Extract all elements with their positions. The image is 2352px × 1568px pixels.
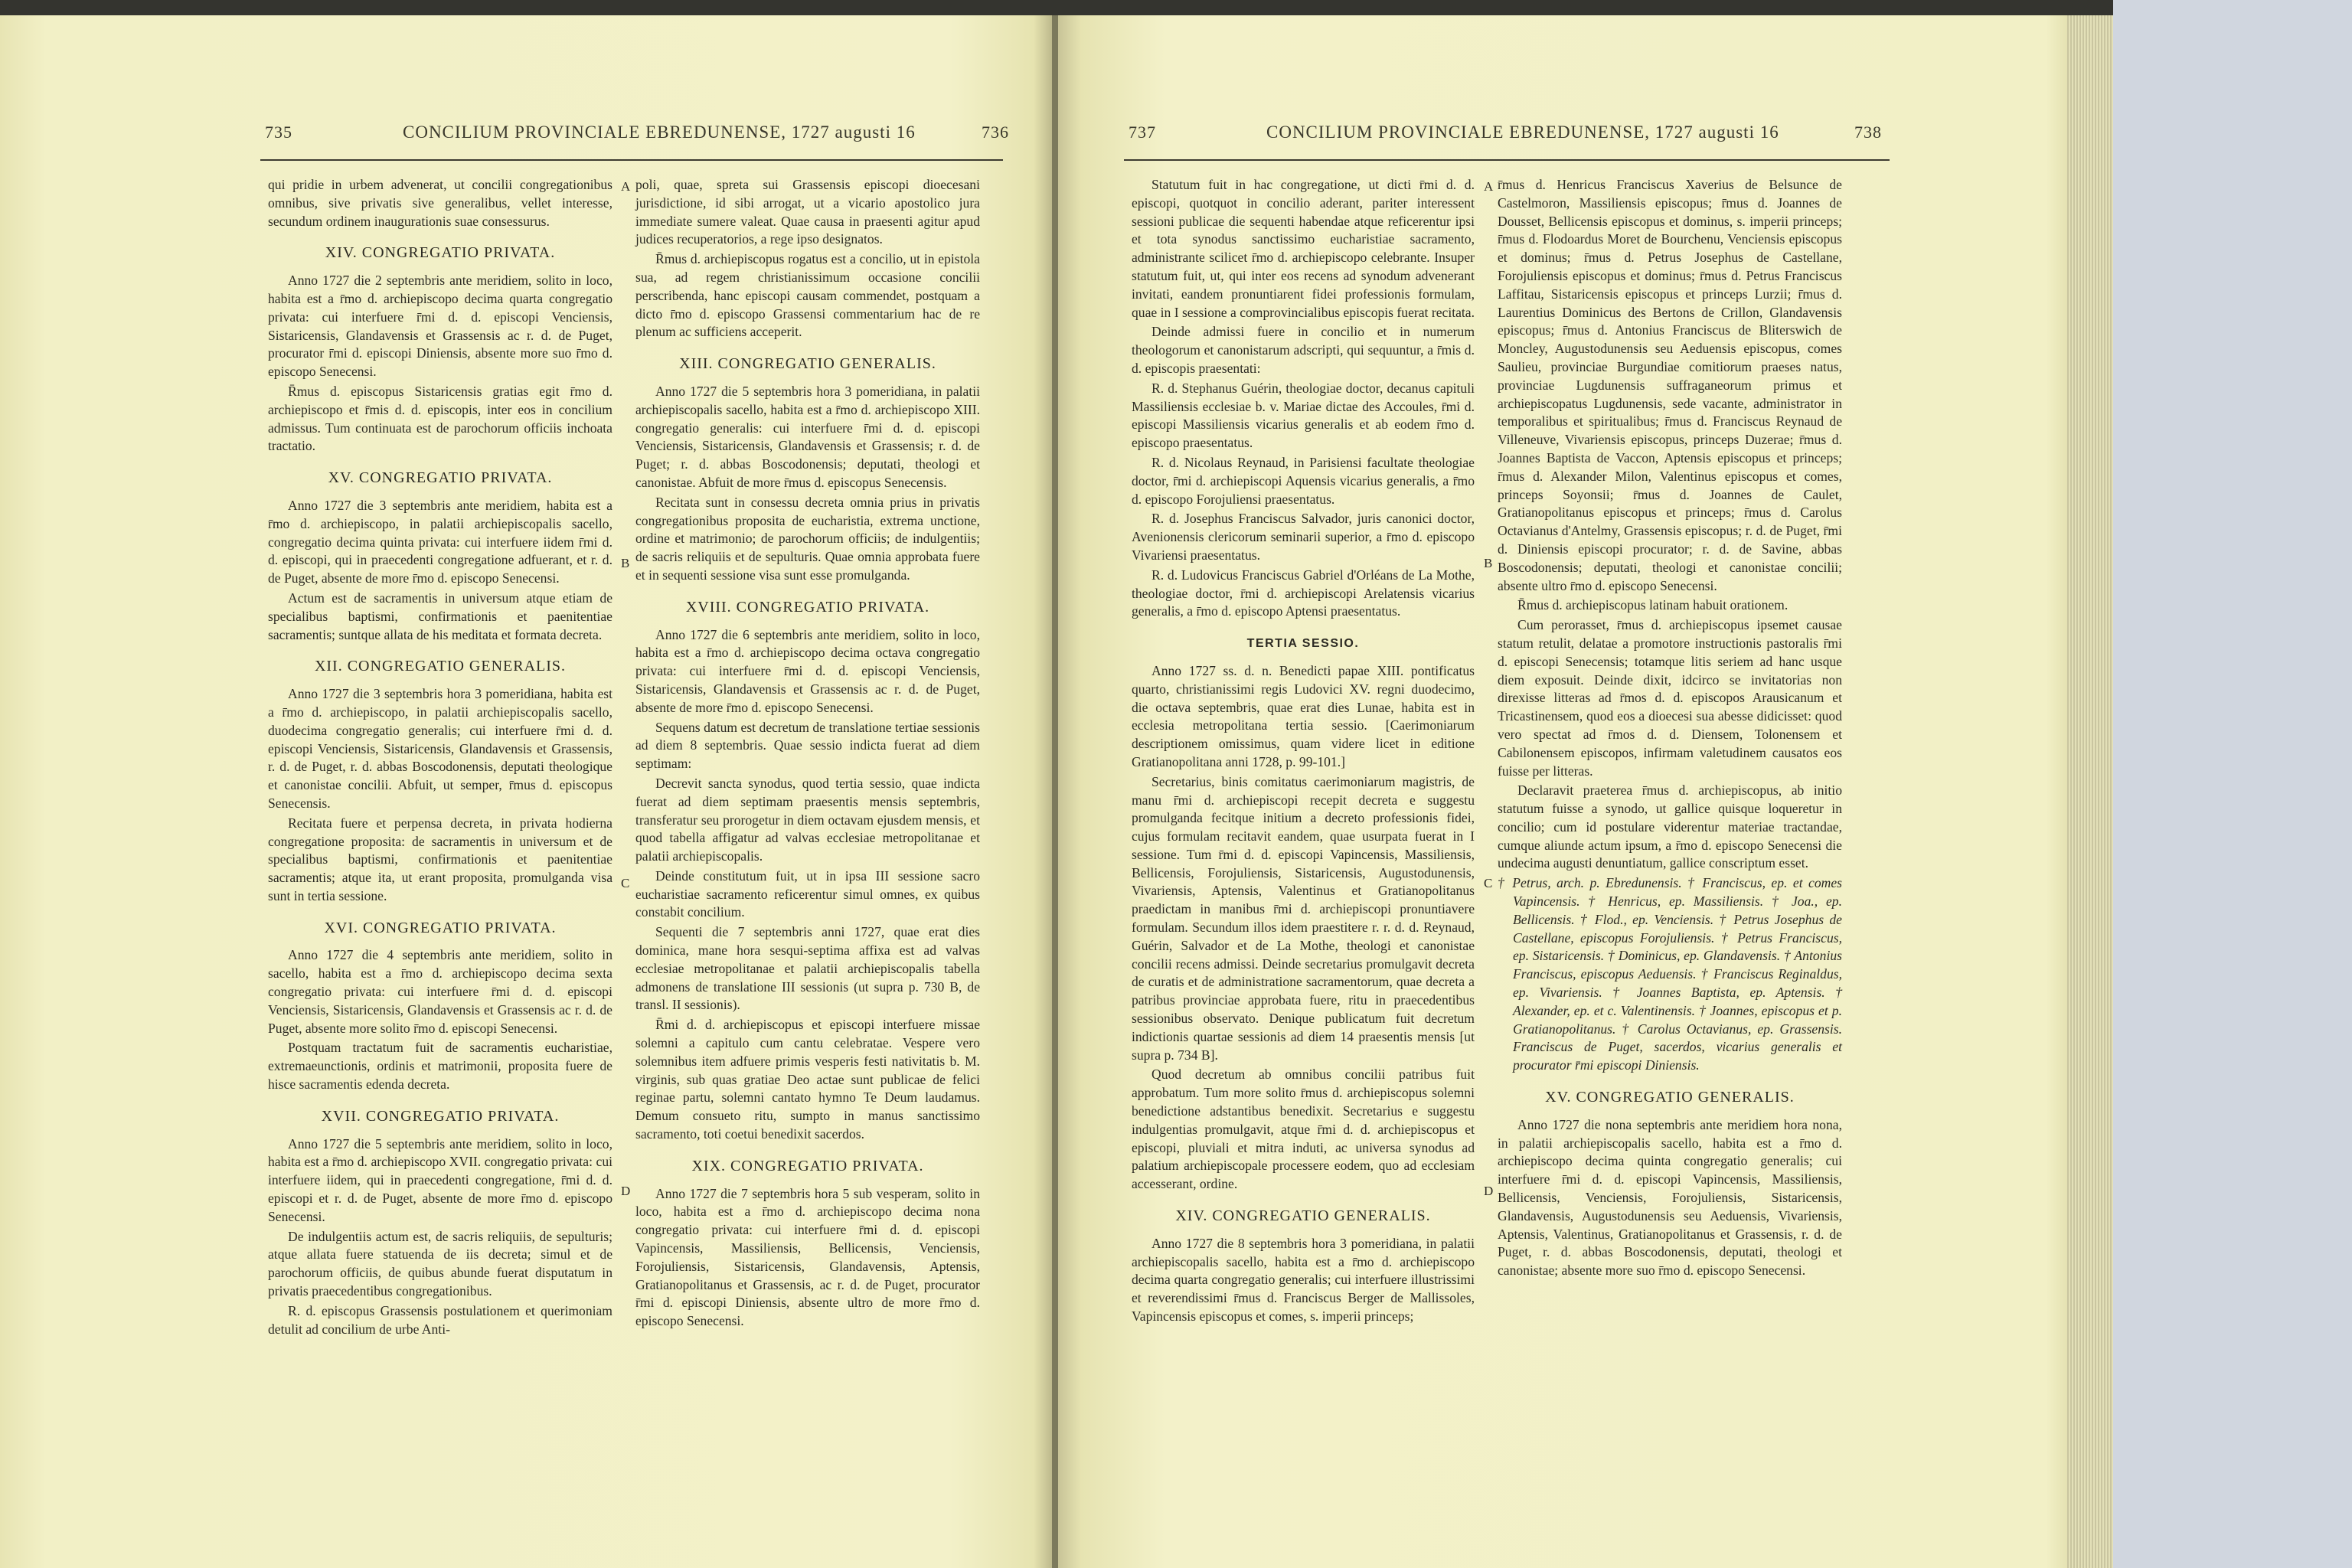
signatures [1498,874,1842,1075]
paragraph: Anno 1727 die 2 septembris ante meridiem, solito in loco, habita est a r̄mo d. archiepiscopo decima quarta congregatio privata: cui interfuere r̄mi d. d. episcopi Venciensis, Sistaricensis, Glandavensis et Grassensis ac r. d. de Puget, procurator r̄mi d. episcopi Diniensis, absente more suo r̄mo d. episcopo Senecensi. [268,273,612,380]
paragraph: Declaravit praeterea r̄mus d. archiepiscopus, ab initio statutum fuisse a synodo, ut gallice quisque loqueretur in concilio; cum id postulare viderentur materiae tractandae, cumque aliunde actum ipsum, a r̄mo d. episcopo Senecensi die undecima augusti denuntiatum, gallice conscriptum esset. [1498,782,1842,871]
paragraph: Anno 1727 die 3 septembris hora 3 pomeridiana, habita est a r̄mo d. archiepiscopo, in palatii archiepiscopalis sacello, duodecima congregatio generalis; cui interfuere r̄mi d. d. episcopi Venciensis, Sistaricensis, Glandavensis et Grassensis, r. d. de Puget, r. d. abbas Boscodonensis, deputati theologique et canonistae concilii. Abfuit, ut semper, r̄mus d. episcopus Senecensis. [268,686,612,811]
margin-letter-c: C [1484,876,1493,890]
paragraph: Statutum fuit in hac congregatione, ut dicti r̄mi d. d. episcopi, quotquot in concilio aderant, pariter interessent sessioni publicae die sequenti habendae atque reficerentur ipsi et tota synodus sanctissimo eucharistiae sacramento, administrante scilicet r̄mo d. archiepiscopo celebrante. Insuper statutum fuit, ut, qui inter eos recens ad synodum advenerant invitati, eandem pronuntiarent fidei professionis formulam, quae in I sessione a comprovincialibus episcopis fuerat recitata. [1132,177,1475,320]
paragraph: Anno 1727 die nona septembris ante meridiem hora nona, in palatii archiepiscopalis sacello, habita est a r̄mo d. archiepiscopo decima quinta congregatio generalis; cui interfuere r̄mi d. d. episcopi Vapincensis, Massiliensis, Bellicensis, Venciensis, Forojuliensis, Sistaricensis, Glandavensis, Augustodunensis seu Aeduensis, Vivariensis, Aptensis, Valentinus, Gratianopolitanus et Grassensis, r. d. de Puget, r. d. abbas Boscodonensis, deputati, theologi et canonistae; absente more suo r̄mo d. episcopo Senecensi. [1498,1116,1842,1279]
margin-letter-a: A [1484,179,1494,194]
left-running-head [0,122,1052,153]
left-column-1 [268,176,612,1340]
page-number-738: 738 [1854,122,1882,142]
section-heading: XVIII. CONGREGATIO PRIVATA. [685,598,930,616]
section-heading: XVI. CONGREGATIO PRIVATA. [324,919,557,936]
paragraph: Cum perorasset, r̄mus d. archiepiscopus ipsemet causae statum retulit, delatae a promotore instructionis pastoralis r̄mi d. episcopi Senecensis; totamque litis seriem ad hanc usque diem exposuit. Deinde dixit, idcirco se invitatorias non direxisse litteras ad r̄mos d. d. episcopos Arausicanum et Tricastinensem, quod eos a dioecesi sua abesse didicisset: quod vero spectat ad r̄mos d. d. Diensem, Tolonensem et Cabilonensem episcopos, infirmam valetudinem causatos eos fuisse per litteras. [1498,617,1842,779]
book-gutter [1052,15,1058,1568]
paragraph: Anno 1727 die 5 septembris ante meridiem, solito in loco, habita est a r̄mo d. archiepiscopo XVII. congregatio privata: cui interfuere iidem, qui in praecedenti congregatione, r̄mi d. d. episcopi et r. d. de Puget, absente de more r̄mo d. episcopo Senecensi. [268,1135,612,1224]
right-column-1 [1132,176,1475,1328]
paragraph: poli, quae, spreta sui Grassensis episcopi dioecesani jurisdictione, id sibi arrogat, ut a vicario apostolico jura immediate sumere valeat. Quae causa in praesenti agitur apud judices recuperatorios, a rege ipso designatos. [635,177,980,247]
paragraph: R. d. Ludovicus Franciscus Gabriel d'Orléans de La Mothe, theologiae doctor, r̄mi d. archiepiscopi Arelatensis vicarius generalis, a r̄mo d. episcopo Aptensi praesentatus. [1132,567,1475,619]
margin-letter-c: C [621,876,630,890]
right-page [1058,15,2113,1568]
background-strip [2113,0,2352,1568]
right-column-2 [1498,176,1842,1282]
section-heading: XIV. CONGREGATIO GENERALIS. [1175,1207,1431,1225]
paragraph: qui pridie in urbem advenerat, ut concilii congregationibus omnibus, sive privatis sive generalibus, vellet interesse, secundum ordinem inaugurationis suae consessurus. [268,177,612,229]
paragraph: Anno 1727 die 4 septembris ante meridiem, solito in sacello, habita est a r̄mo d. archiepiscopo decima sexta congregatio privata: cui interfuere r̄mi d. d. episcopi Venciensis, Sistaricensis, Glandavensis et Grassensis ac r. d. de Puget, absente more solito r̄mo d. episcopi Senecensi. [268,947,612,1036]
paragraph: Decrevit sancta synodus, quod tertia sessio, quae indicta fuerat ad diem septimam praesentis mensis septembris, transferatur seu prorogetur in diem octavam ejusdem mensis, et quod tabella affigatur ad valvas ecclesiae metropolitanae et palatii archiepiscopalis. [635,775,980,864]
section-heading: XV. CONGREGATIO GENERALIS. [1545,1089,1795,1106]
paragraph: De indulgentiis actum est, de sacris reliquiis, de sepulturis; atque allata fuere statuenda de iis decreta; simul et de parochorum officiis, de quibus abunde fuerat disputatum in privatis praecedentibus congregationibus. [268,1228,612,1299]
paragraph: R̄mus d. archiepiscopus latinam habuit orationem. [1517,597,1788,613]
page-number-737: 737 [1129,122,1156,142]
paragraph: Anno 1727 die 3 septembris ante meridiem, habita est a r̄mo d. archiepiscopo, in palatii archiepiscopalis sacello, congregatio decima quinta privata: cui interfuere iidem r̄mi d. d. episcopi, qui in praecedenti congregatione adfuerant, et r. d. de Puget, absente de more r̄mo d. episcopo Senecensi. [268,497,612,586]
paragraph: R̄mus d. archiepiscopus rogatus est a concilio, ut in epistola sua, ad regem christianissimum occasione concilii perscribenda, hanc episcopi causam commendet, postquam a dicto r̄mo d. episcopo Grassensi commentarium hac de re plenum ac sufficiens acceperit. [635,251,980,340]
right-running-title: CONCILIUM PROVINCIALE EBREDUNENSE, 1727 augusti 16 [1266,122,1779,142]
paragraph: Deinde admissi fuere in concilio et in numerum theologorum et canonistarum adscripti, qui sequuntur, a r̄mis d. d. episcopis praesentati: [1132,324,1475,376]
paragraph: R. d. Stephanus Guérin, theologiae doctor, decanus capituli Massiliensis ecclesiae b. v. Mariae dictae des Accoules, r̄mi d. episcopi Massiliensis vicarius generalis et ab eodem r̄mo d. episcopo praesentatus. [1132,380,1475,451]
paragraph: R̄mi d. d. archiepiscopus et episcopi interfuere missae solemni a capitulo cum cantu celebratae. Vespere vero solemnibus item adfuere primis vesperis festi nativitatis b. M. virginis, sub quas gratiae Deo actae sunt publicae de felici reginae partu, solemni cantato hymno Te Deum laudamus. Demum consueto ritu, sumpto in manus sanctissimo sacramento, toti coetui benedixit sacerdos. [635,1017,980,1142]
section-heading: XVII. CONGREGATIO PRIVATA. [321,1107,560,1125]
section-heading: XIII. CONGREGATIO GENERALIS. [679,355,936,373]
paragraph: Anno 1727 die 7 septembris hora 5 sub vesperam, solito in loco, habita est a r̄mo d. archiepiscopo decima nona congregatio privata: cui interfuere r̄mi d. d. episcopi Vapincensis, Massiliensis, Bellicensis, Venciensis, Forojuliensis, Sistaricensis, Glandavensis, Aptensis, Gratianopolitanus et Grassensis, ac r. d. de Puget, procurator r̄mi d. episcopi Diniensis, absente ultro de more r̄mo d. episcopo Senecensi. [635,1185,980,1329]
paragraph: Recitata sunt in consessu decreta omnia prius in privatis congregationibus proposita de eucharistia, extrema unctione, ordine et matrimonio; de parochorum officiis; de indulgentiis; de sacris reliquiis et de sepulturis. Quae omnia approbata fuere et in sequenti sessione visa sunt esse promulganda. [635,494,980,583]
paragraph: Sequens datum est decretum de translatione tertiae sessionis ad diem 8 septembris. Quae sessio indicta fuerat ad diem septimam: [635,719,980,772]
section-heading: XIV. CONGREGATIO PRIVATA. [325,244,556,262]
page-number-736: 736 [982,122,1009,142]
paragraph: Sequenti die 7 septembris anni 1727, quae erat dies dominica, mane hora sesqui-septima affixa est ad valvas ecclesiae metropolitanae et palatii archiepiscopalis tabella admonens de translatione III sessionis (ut supra p. 730 B, de transl. II sessionis). [635,924,980,1013]
paragraph: Deinde constitutum fuit, ut in ipsa III sessione sacro eucharistiae sacramento reficerentur simul omnes, ex quibus constabit concilium. [635,867,980,920]
paragraph: Quod decretum ab omnibus concilii patribus fuit approbatum. Tum more solito r̄mus d. archiepiscopus solemni benedictione adstantibus benedixit. Secretarius e suggestu indulgentias promulgavit, atque r̄mi d. d. archiepiscopus et episcopi, pluviali et mitra induti, ac universa synodus ad palatium archiepiscopale processere eodem, quo ad ecclesiam accesserant, ordine. [1132,1067,1475,1192]
left-page [0,15,1052,1568]
margin-letter-b: B [621,556,630,570]
margin-letter-b: B [1484,556,1493,570]
paragraph: Recitata fuere et perpensa decreta, in privata hodierna congregatione proposita: de sacramentis in universum et de specialibus baptismi, confirmationis et paenitentiae sacramentis; atque ita, ut erant proposita, promulganda visa sunt in tertia sessione. [268,815,612,903]
paragraph: R. d. Josephus Franciscus Salvador, juris canonici doctor, Avenionensis clericorum seminarii superior, a r̄mo d. episcopo Vivariensi praesentatus. [1132,511,1475,563]
margin-letter-d: D [621,1184,631,1198]
paragraph: R̄mus d. episcopus Sistaricensis gratias egit r̄mo d. archiepiscopo et r̄mis d. d. episcopis, inter eos in concilium admissus. Tum continuata est de parochorum officiis inchoata tractatio. [268,383,612,454]
paragraph: r̄mus d. Henricus Franciscus Xaverius de Belsunce de Castelmoron, Massiliensis episcopus; r̄mus d. Joannes de Dousset, Bellicensis episcopus et dominus, s. imperii princeps; r̄mus d. Flodoardus Moret de Bourchenu, Venciensis episcopus et dominus; r̄mus d. Petrus Josephus de Castellane, Forojuliensis episcopus et dominus; r̄mus d. Petrus Franciscus Laffitau, Sistaricensis episcopus et princeps Lurzii; r̄mus d. Laurentius Dominicus des Bertons de Crillon, Glandavensis episcopus; r̄mus d. Antonius Franciscus de Bliterswich de Moncley, Augustodunensis seu Aeduensis episcopus, comes Saulieu, provinciae Burgundiae comitiorum praeses natus, provinciae Lugdunensis suffraganeorum primus et archiepiscopatus Lugdunensis, sede vacante, administrator in temporalibus et spiritualibus; r̄mus d. Franciscus Reynaud de Villeneuve, Vivariensis episcopus, princeps Duzerae; r̄mus d. Joannes Baptista de Vaccon, Aptensis episcopus et princeps; r̄mus d. Alexander Milon, Valentinus episcopus et comes, princeps Soyonsii; r̄mus d. Joannes de Caulet, Gratianopolitanus episcopus et princeps; r̄mus d. Carolus Octavianus d'Antelmy, Grassensis episcopus; r. d. de Puget, r̄mi d. Diniensis episcopi procurator; r. d. de Savine, abbas Boscodonensis; deputati, theologi et canonistae concilii; absente ultro r̄mo d. episcopo Senecensi. [1498,177,1842,593]
paragraph: Postquam tractatum fuit de sacramentis eucharistiae, extremaeunctionis, ordinis et matrimonii, proposita fuere de hisce sacramentis edenda decreta. [268,1040,612,1093]
paragraph: Anno 1727 die 8 septembris hora 3 pomeridiana, in palatii archiepiscopalis sacello, habita est a r̄mo d. archiepiscopo decima quarta congregatio generalis; cui interfuere illustrissimi et reverendissimi r̄mus d. Franciscus Berger de Mallissoles, Vapincensis episcopus et comes, s. imperii princeps; [1132,1235,1475,1325]
signature-list: † Petrus, arch. p. Ebredunensis. † Franciscus, ep. et comes Vapincensis. † Henricus, ep. Massiliensis. † Joa., ep. Bellicensis. † Flod., ep. Venciensis. † Petrus Josephus de Castellane, episcopus Forojuliensis. † Petrus Franciscus, ep. Sistaricensis. † Dominicus, ep. Glandavensis. † Antonius Franciscus, episcopus Aeduensis. † Franciscus Reginaldus, ep. Vivariensis. † Joannes Baptista, ep. Aptensis. † Alexander, ep. et c. Valentinensis. † Joannes, episcopus et p. Gratianopolitanus. † Carolus Octavianus, ep. Grassensis. Franciscus de Puget, sacerdos, vicarius generalis et procurator r̄mi episcopi Diniensis. [1498,875,1842,1073]
section-heading: XIX. CONGREGATIO PRIVATA. [691,1157,924,1174]
paragraph: R. d. episcopus Grassensis postulationem et querimoniam detulit ad concilium de urbe Anti- [268,1302,612,1337]
paragraph: Actum est de sacramentis in universum atque etiam de specialibus baptismi, confirmationis et paenitentiae sacramentis; suntque allata de his meditata et formata decreta. [268,590,612,642]
right-running-head [1058,122,2113,153]
page-edges [2067,15,2113,1568]
section-heading: XV. CONGREGATIO PRIVATA. [328,469,553,487]
paragraph: R. d. Nicolaus Reynaud, in Parisiensi facultate theologiae doctor, r̄mi d. archiepiscopi Aquensis vicarius generalis, a r̄mo d. episcopo Forojuliensi praesentatus. [1132,454,1475,507]
session-heading: TERTIA SESSIO. [1246,637,1360,651]
left-running-title: CONCILIUM PROVINCIALE EBREDUNENSE, 1727 augusti 16 [403,122,916,142]
section-heading: XII. CONGREGATIO GENERALIS. [314,658,567,675]
margin-letter-d: D [1484,1184,1494,1198]
right-head-rule [1124,159,1890,161]
margin-letter-a: A [621,179,631,194]
page-number-735: 735 [265,122,292,142]
paragraph: Anno 1727 die 6 septembris ante meridiem, solito in loco, habita est a r̄mo d. archiepiscopo decima octava congregatio privata: cui interfuere r̄mi d. d. episcopi Venciensis, Sistaricensis, Glandavensis et Grassensis ac r. d. de Puget, absente de more r̄mo d. episcopo Senecensi. [635,626,980,715]
left-head-rule [260,159,1003,161]
paragraph: Anno 1727 die 5 septembris hora 3 pomeridiana, in palatii archiepiscopalis sacello, habita est a r̄mo d. archiepiscopo XIII. congregatio generalis: cui interfuere r̄mi d. d. episcopi Venciensis, Sistaricensis, Glandavensis et Grassensis; r. d. de Puget; r. d. abbas Boscodonensis; deputati, theologi et canonistae. Abfuit de more r̄mus d. episcopus Senecensis. [635,383,980,490]
paragraph: Secretarius, binis comitatus caerimoniarum magistris, de manu r̄mi d. archiepiscopi recepit decreta e suggestu promulganda fecitque initium a decreto professionis fidei, cujus formulam recitavit eandem, quae usurpata fuerat in I sessione. Tum r̄mi d. d. episcopi Vapincensis, Massiliensis, Bellicensis, Forojuliensis, Sistaricensis, Augustodunensis, Vivariensis, Aptensis, Valentinus et Gratianopolitanus praedictam in manibus r̄mi d. archiepiscopi pronuntiavere formulam. Secundum illos idem praestitere r. r. d. d. Reynaud, Guérin, Salvador et de La Mothe, theologi et canonistae concilii recens admissi. Deinde secretarius promulgavit decreta de curatis et de administratione sacramentorum, quae decreta a patribus provinciae approbata fuere, ritu in praecedentibus sessionibus observato. Denique publicatum fuit decretum indictionis quartae sessionis ad diem 14 praesentis mensis [ut supra p. 734 B]. [1132,773,1475,1063]
left-column-2 [635,176,980,1332]
paragraph: Anno 1727 ss. d. n. Benedicti papae XIII. pontificatus quarto, christianissimi regis Ludovici XV. regni duodecimo, die octava septembris, quae erat dies Lunae, habita est in ecclesia metropolitana tertia sessio. [Caerimoniarum descriptionem omissimus, quam videre licet in editione Gratianopolitana anni 1728, p. 99-101.] [1132,662,1475,769]
